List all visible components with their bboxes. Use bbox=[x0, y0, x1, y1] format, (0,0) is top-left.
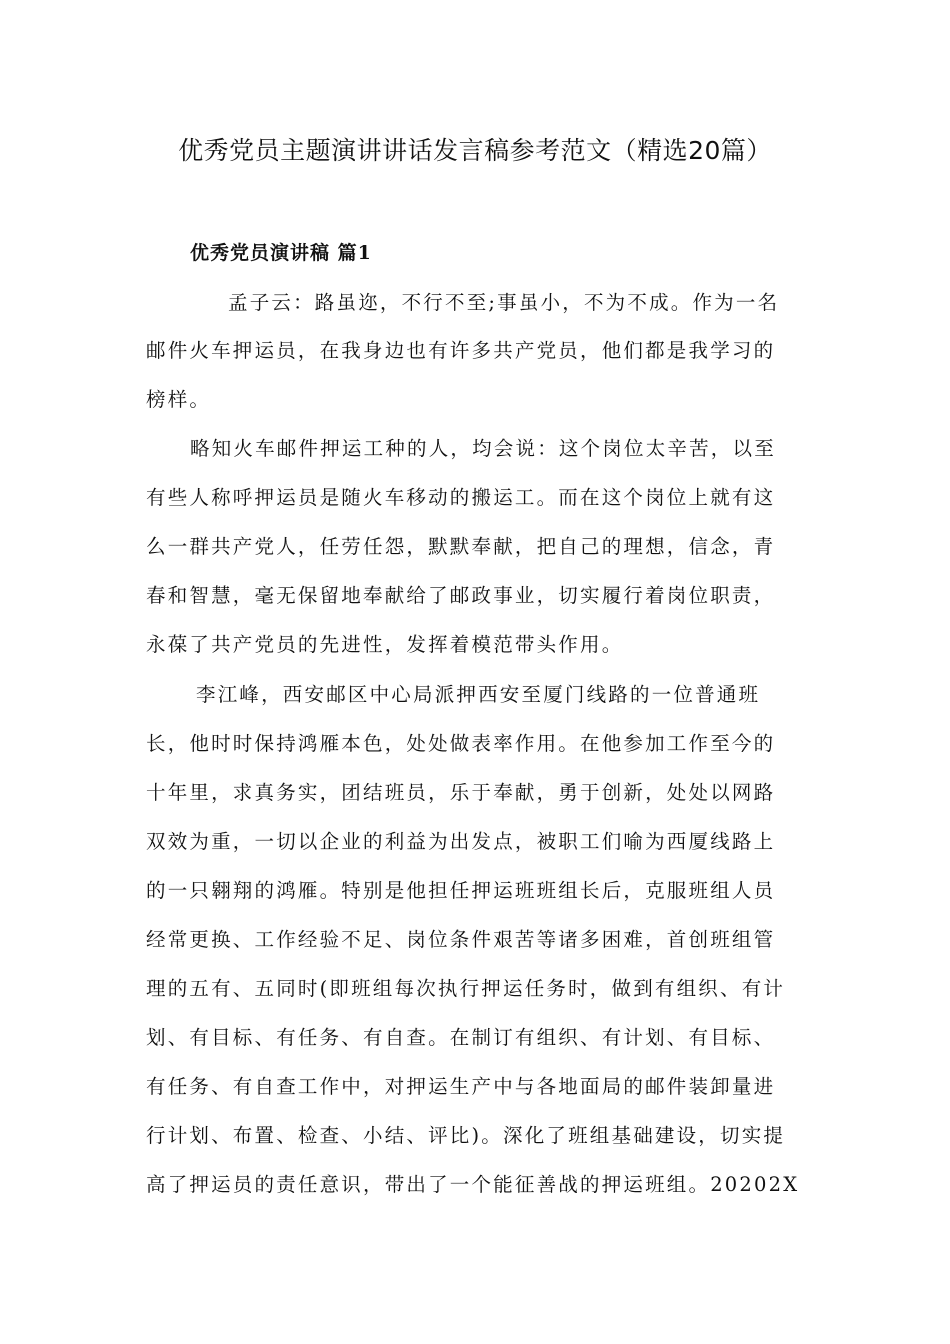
document-title: 优秀党员主题演讲讲话发言稿参考范文（精选20篇） bbox=[178, 136, 772, 165]
paragraph-line: 双效为重，一切以企业的利益为出发点，被职工们喻为西厦线路上 bbox=[146, 830, 776, 853]
paragraph-line: 理的五有、五同时(即班组每次执行押运任务时，做到有组织、有计 bbox=[146, 977, 786, 1000]
paragraph-line: 略知火车邮件押运工种的人，均会说：这个岗位太辛苦，以至 bbox=[190, 437, 776, 460]
paragraph-line: 永葆了共产党员的先进性，发挥着模范带头作用。 bbox=[146, 633, 624, 656]
paragraph-line: 孟子云：路虽迩，不行不至;事虽小，不为不成。作为一名 bbox=[228, 291, 780, 314]
paragraph-line: 李江峰，西安邮区中心局派押西安至厦门线路的一位普通班 bbox=[196, 683, 761, 706]
paragraph-line: 么一群共产党人，任劳任怨，默默奉献，把自己的理想，信念，青 bbox=[146, 535, 776, 558]
paragraph-line: 行计划、布置、检查、小结、评比)。深化了班组基础建设，切实提 bbox=[146, 1124, 786, 1147]
paragraph-line: 有任务、有自查工作中，对押运生产中与各地面局的邮件装卸量进 bbox=[146, 1075, 776, 1098]
paragraph-line: 有些人称呼押运员是随火车移动的搬运工。而在这个岗位上就有这 bbox=[146, 486, 776, 509]
paragraph-line: 榜样。 bbox=[146, 388, 212, 411]
paragraph-line: 十年里，求真务实，团结班员，乐于奉献，勇于创新，处处以网路 bbox=[146, 781, 776, 804]
paragraph-line: 邮件火车押运员，在我身边也有许多共产党员，他们都是我学习的 bbox=[146, 339, 776, 362]
paragraph-line: 划、有目标、有任务、有自查。在制订有组织、有计划、有目标、 bbox=[146, 1026, 776, 1049]
paragraph-line: 春和智慧，毫无保留地奉献给了邮政事业，切实履行着岗位职责， bbox=[146, 584, 776, 607]
paragraph-line: 高了押运员的责任意识，带出了一个能征善战的押运班组。20202X bbox=[146, 1173, 800, 1196]
paragraph-line: 的一只翱翔的鸿雁。特别是他担任押运班班组长后，克服班组人员 bbox=[146, 879, 776, 902]
paragraph-line: 经常更换、工作经验不足、岗位条件艰苦等诸多困难，首创班组管 bbox=[146, 928, 776, 951]
paragraph-line: 长，他时时保持鸿雁本色，处处做表率作用。在他参加工作至今的 bbox=[146, 732, 776, 755]
section-heading: 优秀党员演讲稿 篇1 bbox=[190, 242, 372, 264]
